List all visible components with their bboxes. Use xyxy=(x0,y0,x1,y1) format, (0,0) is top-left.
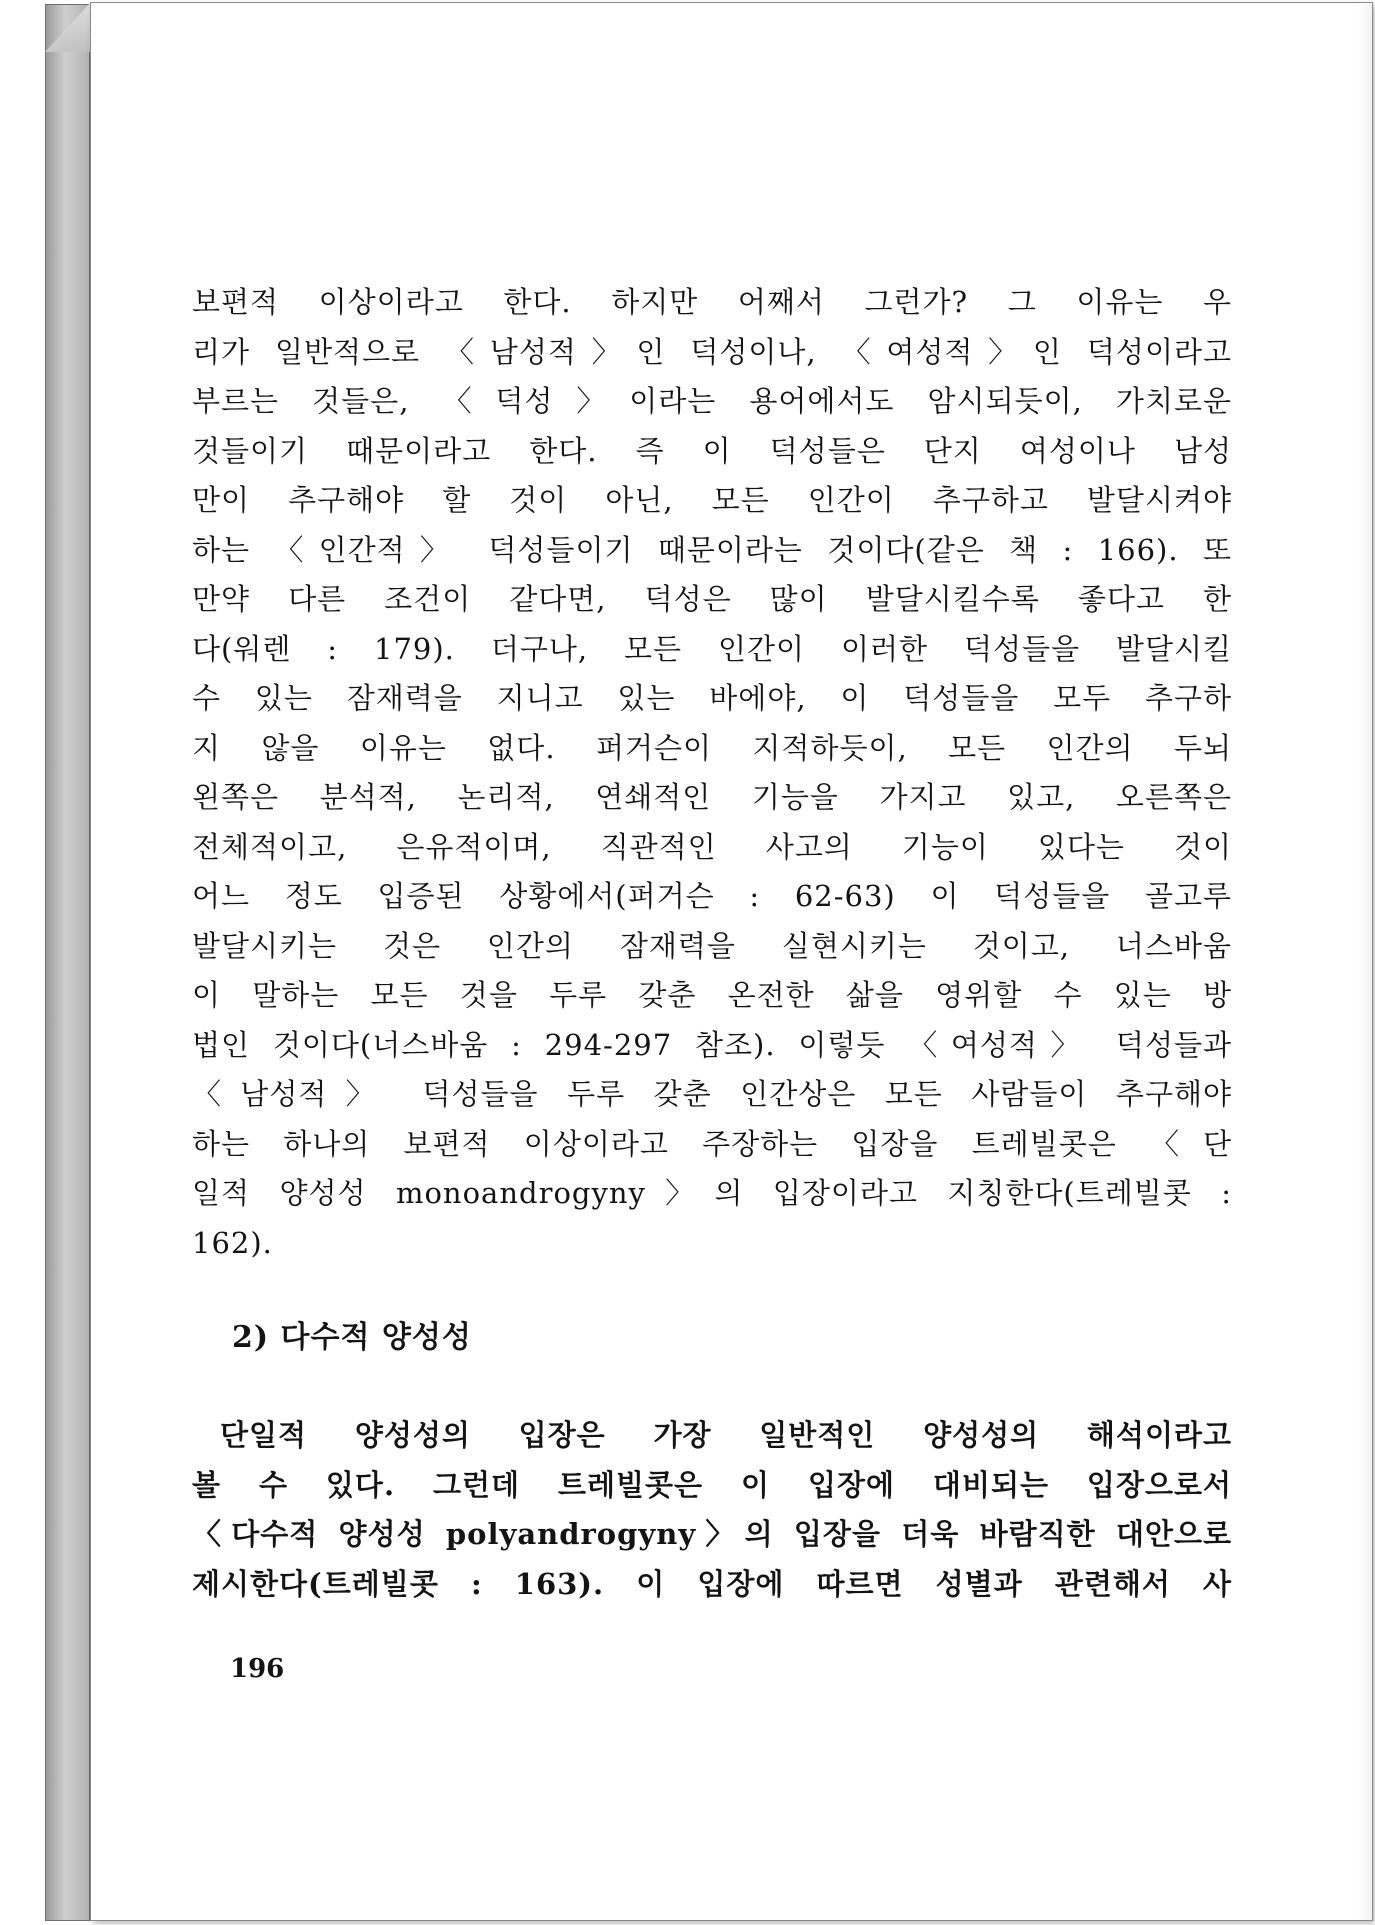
page-edge xyxy=(1358,3,1372,1920)
paragraph-line: 어느 정도 입증된 상황에서(퍼거슨 : 62-63) 이 덕성들을 골고루 xyxy=(192,879,1232,913)
paragraph-line: 단일적 양성성의 입장은 가장 일반적인 양성성의 해석이라고 xyxy=(220,1418,1232,1452)
paragraph-line: 부르는 것들은, 〈덕성〉이라는 용어에서도 암시되듯이, 가치로운 xyxy=(192,384,1232,418)
paragraph-line: 전체적이고, 은유적이며, 직관적인 사고의 기능이 있다는 것이 xyxy=(192,829,1232,864)
paragraph-line: 발달시키는 것은 인간의 잠재력을 실현시키는 것이고, 너스바움 xyxy=(192,928,1232,963)
paragraph-line: 왼쪽은 분석적, 논리적, 연쇄적인 기능을 가지고 있고, 오른쪽은 xyxy=(192,780,1232,814)
paragraph-line: 이 말하는 모든 것을 두루 갖춘 온전한 삶을 영위할 수 있는 방 xyxy=(192,978,1232,1012)
paragraph-line: 수 있는 잠재력을 지니고 있는 바에야, 이 덕성들을 모두 추구하 xyxy=(192,681,1232,715)
paragraph-line: 만이 추구해야 할 것이 아닌, 모든 인간이 추구하고 발달시켜야 xyxy=(192,483,1232,517)
paragraph-line: 볼 수 있다. 그런데 트레빌콧은 이 입장에 대비되는 입장으로서 xyxy=(192,1467,1232,1502)
paragraph-line: 제시한다(트레빌콧 : 163). 이 입장에 따르면 성별과 관련해서 사 xyxy=(192,1566,1232,1601)
paragraph-line: 하는 〈인간적〉 덕성들이기 때문이라는 것이다(같은 책 : 166). 또 xyxy=(192,532,1232,567)
paragraph-line: 만약 다른 조건이 같다면, 덕성은 많이 발달시킬수록 좋다고 한 xyxy=(192,582,1232,616)
paragraph-line: 법인 것이다(너스바움 : 294-297 참조). 이렇듯 〈여성적〉 덕성들과 xyxy=(192,1027,1232,1062)
paragraph-line: 일적 양성성 monoandrogyny〉의 입장이라고 지칭한다(트레빌콧 : xyxy=(192,1176,1232,1210)
page-number: 196 xyxy=(230,1654,285,1684)
paragraph-line: 하는 하나의 보편적 이상이라고 주장하는 입장을 트레빌콧은 〈단 xyxy=(192,1126,1232,1161)
paragraph-1 xyxy=(192,278,1232,1268)
section-heading: 2) 다수적 양성성 xyxy=(232,1320,472,1355)
paragraph-line: 〈남성적〉 덕성들을 두루 갖춘 인간상은 모든 사람들이 추구해야 xyxy=(192,1077,1232,1111)
paragraph-line: 보편적 이상이라고 한다. 하지만 어째서 그런가? 그 이유는 우 xyxy=(192,285,1232,319)
paragraph-line: 다(워렌 : 179). 더구나, 모든 인간이 이러한 덕성들을 발달시킬 xyxy=(192,631,1232,666)
paragraph-line: 것들이기 때문이라고 한다. 즉 이 덕성들은 단지 여성이나 남성 xyxy=(192,433,1232,468)
paragraph-line: 〈다수적 양성성 polyandrogyny〉의 입장을 더욱 바람직한 대안으로 xyxy=(192,1517,1232,1551)
paragraph-line: 162). xyxy=(192,1225,273,1260)
paragraph-line: 지 않을 이유는 없다. 퍼거슨이 지적하듯이, 모든 인간의 두뇌 xyxy=(192,730,1232,765)
paragraph-line: 리가 일반적으로 〈남성적〉인 덕성이나, 〈여성적〉인 덕성이라고 xyxy=(192,334,1232,369)
book-spine xyxy=(45,4,90,1921)
paragraph-2 xyxy=(192,1411,1232,1609)
